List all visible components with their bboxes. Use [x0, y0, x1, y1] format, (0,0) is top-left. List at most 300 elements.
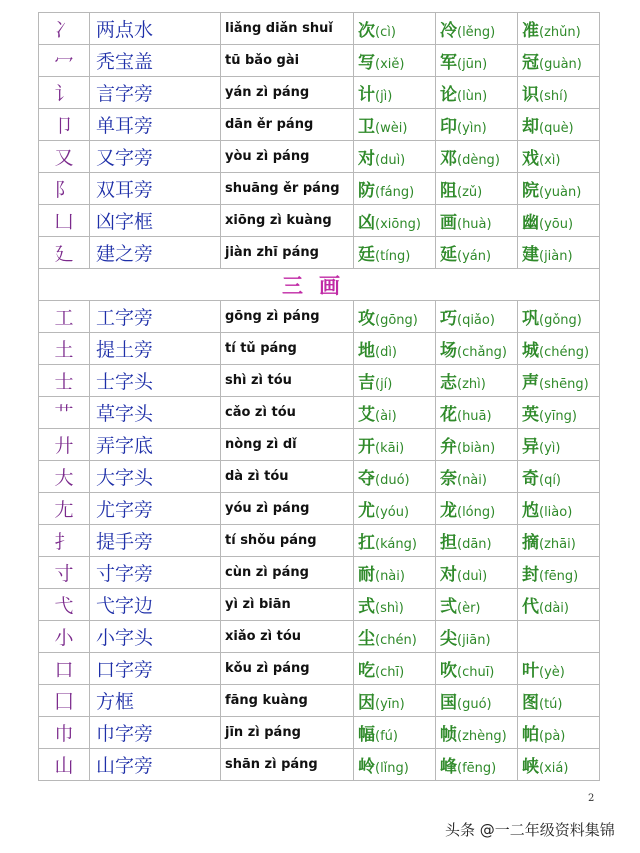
example-char: 戏	[522, 149, 539, 169]
example-char: 式	[358, 597, 375, 617]
example-pinyin: (nài)	[457, 473, 487, 488]
example-char: 准	[522, 21, 539, 41]
example-cell	[518, 237, 600, 269]
example-char: 攻	[358, 309, 375, 329]
example-pinyin: (jiàn)	[539, 249, 573, 264]
table-row	[39, 301, 600, 333]
example-cell	[354, 109, 436, 141]
example-cell	[354, 237, 436, 269]
watermark-text: 头条 @一二年级资料集锦	[445, 821, 615, 839]
example-cell	[436, 429, 518, 461]
example-pinyin: (zhāi)	[539, 537, 576, 552]
example-char: 担	[440, 533, 457, 553]
example-pinyin: (duó)	[375, 473, 410, 488]
example-pinyin: (xiě)	[375, 57, 405, 72]
example-cell	[518, 429, 600, 461]
example-char: 封	[522, 565, 539, 585]
example-pinyin: (huā)	[457, 409, 492, 424]
example-cell	[354, 525, 436, 557]
example-char: 阻	[440, 181, 457, 201]
example-pinyin: (jì)	[375, 89, 393, 104]
example-pinyin: (yóu)	[375, 505, 410, 520]
example-pinyin: (wèi)	[375, 121, 408, 136]
example-cell	[436, 365, 518, 397]
table-row	[39, 141, 600, 173]
radical-cell: 廴	[39, 237, 90, 269]
example-pinyin: (tú)	[539, 697, 563, 712]
radical-pinyin-cell: yóu zì páng	[221, 493, 354, 525]
example-char: 异	[522, 437, 539, 457]
example-cell	[436, 237, 518, 269]
example-char: 艾	[358, 405, 375, 425]
radical-pinyin-cell: yì zì biān	[221, 589, 354, 621]
example-char: 志	[440, 373, 457, 393]
radical-pinyin-cell: dà zì tóu	[221, 461, 354, 493]
radical-pinyin-cell: shuāng ěr páng	[221, 173, 354, 205]
example-char: 吉	[358, 373, 375, 393]
table-row	[39, 525, 600, 557]
example-cell	[354, 301, 436, 333]
table-row	[39, 717, 600, 749]
radical-cell: 凵	[39, 205, 90, 237]
example-pinyin: (yōu)	[539, 217, 574, 232]
example-cell	[354, 685, 436, 717]
example-pinyin: (lǐng)	[375, 761, 409, 776]
radical-pinyin-cell: tí shǒu páng	[221, 525, 354, 557]
example-char: 夺	[358, 469, 375, 489]
example-cell	[354, 45, 436, 77]
example-cell	[354, 493, 436, 525]
example-char: 场	[440, 341, 457, 361]
radical-cell: 士	[39, 365, 90, 397]
table-row	[39, 333, 600, 365]
example-char: 院	[522, 181, 539, 201]
example-pinyin: (dèng)	[457, 153, 500, 168]
radical-name-cell: 口字旁	[90, 653, 221, 685]
example-cell	[436, 397, 518, 429]
example-char: 峡	[522, 757, 539, 777]
example-char: 幽	[522, 213, 539, 233]
radical-name-cell: 又字旁	[90, 141, 221, 173]
table-body-top	[39, 13, 600, 269]
example-char: 印	[440, 117, 457, 137]
example-cell	[518, 749, 600, 781]
example-cell	[518, 525, 600, 557]
example-char: 扛	[358, 533, 375, 553]
example-char: 吹	[440, 661, 457, 681]
table-row	[39, 237, 600, 269]
radical-name-cell: 单耳旁	[90, 109, 221, 141]
radical-pinyin-cell: cùn zì páng	[221, 557, 354, 589]
example-pinyin: (yuàn)	[539, 185, 582, 200]
example-cell	[436, 621, 518, 653]
table-row	[39, 365, 600, 397]
example-pinyin: (èr)	[457, 601, 481, 616]
example-cell	[436, 461, 518, 493]
example-cell	[518, 365, 600, 397]
example-cell	[518, 685, 600, 717]
section-title: 三画	[282, 272, 356, 298]
example-char: 因	[358, 693, 375, 713]
example-pinyin: (chén)	[375, 633, 417, 648]
example-pinyin: (shì)	[375, 601, 404, 616]
radical-name-cell: 方框	[90, 685, 221, 717]
radical-name-cell: 双耳旁	[90, 173, 221, 205]
radical-name-cell: 两点水	[90, 13, 221, 45]
example-cell	[436, 109, 518, 141]
example-pinyin: (dài)	[539, 601, 569, 616]
example-char: 却	[522, 117, 539, 137]
example-char: 弍	[440, 597, 457, 617]
example-char: 龙	[440, 501, 457, 521]
example-cell	[518, 397, 600, 429]
example-cell	[518, 13, 600, 45]
example-pinyin: (guó)	[457, 697, 492, 712]
example-pinyin: (shí)	[539, 89, 568, 104]
example-cell	[436, 173, 518, 205]
radical-name-cell: 士字头	[90, 365, 221, 397]
example-cell	[354, 557, 436, 589]
example-pinyin: (chī)	[375, 665, 405, 680]
radical-name-cell: 尤字旁	[90, 493, 221, 525]
example-pinyin: (nài)	[375, 569, 405, 584]
table-row	[39, 205, 600, 237]
radical-cell: 又	[39, 141, 90, 173]
radical-cell: 小	[39, 621, 90, 653]
example-char: 防	[358, 181, 375, 201]
table-row	[39, 13, 600, 45]
example-cell	[354, 749, 436, 781]
radical-pinyin-cell: tū bǎo gài	[221, 45, 354, 77]
example-cell	[436, 13, 518, 45]
radical-pinyin-cell: liǎng diǎn shuǐ	[221, 13, 354, 45]
example-char: 论	[440, 85, 457, 105]
radical-name-cell: 提手旁	[90, 525, 221, 557]
example-char: 计	[358, 85, 375, 105]
example-pinyin: (lóng)	[457, 505, 496, 520]
example-pinyin: (dān)	[457, 537, 492, 552]
radical-cell: 卩	[39, 109, 90, 141]
example-char: 耐	[358, 565, 375, 585]
radical-name-cell: 大字头	[90, 461, 221, 493]
radical-cell: 巾	[39, 717, 90, 749]
example-cell	[436, 717, 518, 749]
table-row	[39, 557, 600, 589]
example-cell	[436, 77, 518, 109]
example-pinyin: (qiǎo)	[457, 313, 495, 328]
example-pinyin: (xì)	[539, 153, 561, 168]
example-cell	[518, 301, 600, 333]
example-pinyin: (fú)	[375, 729, 398, 744]
table-row	[39, 461, 600, 493]
example-char: 幅	[358, 725, 375, 745]
table-row	[39, 45, 600, 77]
example-char: 尤	[358, 501, 375, 521]
radical-pinyin-cell: xiōng zì kuàng	[221, 205, 354, 237]
table-row	[39, 493, 600, 525]
example-cell	[518, 45, 600, 77]
example-pinyin: (xiōng)	[375, 217, 421, 232]
example-pinyin: (liào)	[539, 505, 573, 520]
example-pinyin: (qí)	[539, 473, 562, 488]
example-char: 奇	[522, 469, 539, 489]
radical-name-cell: 凶字框	[90, 205, 221, 237]
table-row	[39, 589, 600, 621]
example-pinyin: (lěng)	[457, 25, 496, 40]
example-cell	[354, 365, 436, 397]
example-cell	[436, 653, 518, 685]
example-cell	[354, 397, 436, 429]
example-cell	[518, 653, 600, 685]
example-cell	[518, 621, 600, 653]
example-cell	[354, 141, 436, 173]
example-char: 图	[522, 693, 539, 713]
example-cell	[436, 141, 518, 173]
radical-table	[38, 12, 600, 781]
example-pinyin: (chuī)	[457, 665, 495, 680]
example-pinyin: (yīn)	[375, 697, 405, 712]
example-cell	[354, 589, 436, 621]
example-pinyin: (jiān)	[457, 633, 491, 648]
example-cell	[518, 141, 600, 173]
radical-pinyin-cell: tí tǔ páng	[221, 333, 354, 365]
example-pinyin: (jí)	[375, 377, 393, 392]
example-char: 对	[440, 565, 457, 585]
example-pinyin: (gǒng)	[539, 313, 582, 328]
radical-cell: 冫	[39, 13, 90, 45]
example-pinyin: (ài)	[375, 409, 397, 424]
example-char: 帧	[440, 725, 457, 745]
radical-pinyin-cell: fāng kuàng	[221, 685, 354, 717]
example-char: 尥	[522, 501, 539, 521]
example-char: 摘	[522, 533, 539, 553]
example-pinyin: (tíng)	[375, 249, 411, 264]
radical-cell: 廾	[39, 429, 90, 461]
example-char: 奈	[440, 469, 457, 489]
radical-pinyin-cell: kǒu zì páng	[221, 653, 354, 685]
example-char: 凶	[358, 213, 375, 233]
example-pinyin: (huà)	[457, 217, 492, 232]
example-cell	[518, 557, 600, 589]
radical-name-cell: 工字旁	[90, 301, 221, 333]
radical-cell: 工	[39, 301, 90, 333]
example-pinyin: (zǔ)	[457, 185, 483, 200]
example-char: 花	[440, 405, 457, 425]
table-row	[39, 77, 600, 109]
example-char: 冷	[440, 21, 457, 41]
radical-pinyin-cell: nòng zì dǐ	[221, 429, 354, 461]
example-pinyin: (zhèng)	[457, 729, 507, 744]
example-pinyin: (zhì)	[457, 377, 486, 392]
example-cell	[354, 429, 436, 461]
example-char: 弁	[440, 437, 457, 457]
radical-cell: 囗	[39, 685, 90, 717]
section-row	[39, 269, 600, 301]
example-char: 邓	[440, 149, 457, 169]
example-char: 建	[522, 245, 539, 265]
example-pinyin: (yīng)	[539, 409, 577, 424]
example-pinyin: (zhǔn)	[539, 25, 581, 40]
example-pinyin: (fēng)	[457, 761, 497, 776]
radical-pinyin-cell: jīn zì páng	[221, 717, 354, 749]
example-cell	[354, 621, 436, 653]
example-pinyin: (gōng)	[375, 313, 418, 328]
example-char: 帕	[522, 725, 539, 745]
example-pinyin: (yì)	[539, 441, 561, 456]
example-cell	[354, 77, 436, 109]
radical-cell: 土	[39, 333, 90, 365]
example-pinyin: (biàn)	[457, 441, 496, 456]
example-char: 写	[358, 53, 375, 73]
example-cell	[436, 45, 518, 77]
radical-name-cell: 山字旁	[90, 749, 221, 781]
radical-name-cell: 小字头	[90, 621, 221, 653]
example-pinyin: (duì)	[375, 153, 406, 168]
example-pinyin: (què)	[539, 121, 574, 136]
example-char: 城	[522, 341, 539, 361]
radical-cell: 弋	[39, 589, 90, 621]
example-char: 巩	[522, 309, 539, 329]
table-row	[39, 429, 600, 461]
example-cell	[518, 77, 600, 109]
radical-pinyin-cell: gōng zì páng	[221, 301, 354, 333]
example-pinyin: (guàn)	[539, 57, 582, 72]
radical-name-cell: 草字头	[90, 397, 221, 429]
example-pinyin: (káng)	[375, 537, 417, 552]
example-char: 延	[440, 245, 457, 265]
table-row	[39, 749, 600, 781]
radical-name-cell: 秃宝盖	[90, 45, 221, 77]
example-pinyin: (shēng)	[539, 377, 589, 392]
example-char: 岭	[358, 757, 375, 777]
example-char: 峰	[440, 757, 457, 777]
table-row	[39, 397, 600, 429]
example-char: 军	[440, 53, 457, 73]
radical-name-cell: 言字旁	[90, 77, 221, 109]
example-char: 尖	[440, 629, 457, 649]
example-cell	[436, 749, 518, 781]
example-cell	[518, 173, 600, 205]
example-char: 对	[358, 149, 375, 169]
radical-pinyin-cell: shì zì tóu	[221, 365, 354, 397]
example-pinyin: (pà)	[539, 729, 566, 744]
radical-pinyin-cell: yán zì páng	[221, 77, 354, 109]
example-char: 识	[522, 85, 539, 105]
example-cell	[354, 717, 436, 749]
example-char: 卫	[358, 117, 375, 137]
radical-cell: 讠	[39, 77, 90, 109]
example-cell	[354, 461, 436, 493]
example-cell	[436, 685, 518, 717]
example-pinyin: (jūn)	[457, 57, 488, 72]
example-cell	[518, 493, 600, 525]
example-pinyin: (dì)	[375, 345, 398, 360]
example-cell	[436, 493, 518, 525]
radical-cell: 尢	[39, 493, 90, 525]
example-cell	[518, 717, 600, 749]
page-number: 2	[588, 793, 595, 804]
example-pinyin: (cì)	[375, 25, 396, 40]
example-cell	[518, 109, 600, 141]
radical-cell: 艹	[39, 397, 90, 429]
radical-cell: 冖	[39, 45, 90, 77]
example-char: 叶	[522, 661, 539, 681]
radical-pinyin-cell: xiǎo zì tóu	[221, 621, 354, 653]
radical-name-cell: 弋字边	[90, 589, 221, 621]
example-cell	[518, 461, 600, 493]
example-cell	[518, 333, 600, 365]
example-cell	[436, 333, 518, 365]
example-char: 开	[358, 437, 375, 457]
radical-cell: 山	[39, 749, 90, 781]
example-cell	[436, 557, 518, 589]
example-char: 次	[358, 21, 375, 41]
radical-pinyin-cell: jiàn zhī páng	[221, 237, 354, 269]
example-pinyin: (duì)	[457, 569, 488, 584]
radical-name-cell: 弄字底	[90, 429, 221, 461]
radical-name-cell: 建之旁	[90, 237, 221, 269]
example-cell	[518, 205, 600, 237]
example-char: 廷	[358, 245, 375, 265]
example-cell	[354, 13, 436, 45]
example-pinyin: (chǎng)	[457, 345, 507, 360]
radical-pinyin-cell: dān ěr páng	[221, 109, 354, 141]
radical-name-cell: 寸字旁	[90, 557, 221, 589]
table-row	[39, 685, 600, 717]
table-body-bottom	[39, 301, 600, 781]
example-cell	[354, 653, 436, 685]
example-pinyin: (fēng)	[539, 569, 579, 584]
example-char: 国	[440, 693, 457, 713]
example-char: 地	[358, 341, 375, 361]
example-cell	[354, 205, 436, 237]
example-cell	[436, 205, 518, 237]
example-pinyin: (yìn)	[457, 121, 487, 136]
example-char: 画	[440, 213, 457, 233]
radical-name-cell: 巾字旁	[90, 717, 221, 749]
example-char: 巧	[440, 309, 457, 329]
radical-cell: 大	[39, 461, 90, 493]
example-pinyin: (chéng)	[539, 345, 590, 360]
radical-pinyin-cell: cǎo zì tóu	[221, 397, 354, 429]
radical-name-cell: 提土旁	[90, 333, 221, 365]
table-row	[39, 653, 600, 685]
table-row	[39, 109, 600, 141]
example-pinyin: (fáng)	[375, 185, 415, 200]
example-char: 冠	[522, 53, 539, 73]
radical-cell: 口	[39, 653, 90, 685]
radical-cell: 扌	[39, 525, 90, 557]
radical-cell: 寸	[39, 557, 90, 589]
example-pinyin: (lùn)	[457, 89, 488, 104]
table-row	[39, 621, 600, 653]
example-cell	[354, 333, 436, 365]
example-pinyin: (yán)	[457, 249, 492, 264]
section-cell	[39, 269, 600, 301]
example-cell	[354, 173, 436, 205]
example-cell	[436, 589, 518, 621]
section-header	[39, 269, 600, 301]
example-char: 声	[522, 373, 539, 393]
example-char: 代	[522, 597, 539, 617]
radical-cell: 阝	[39, 173, 90, 205]
example-cell	[436, 301, 518, 333]
example-pinyin: (kāi)	[375, 441, 405, 456]
example-char: 尘	[358, 629, 375, 649]
example-pinyin: (xiá)	[539, 761, 569, 776]
example-char: 英	[522, 405, 539, 425]
radical-pinyin-cell: yòu zì páng	[221, 141, 354, 173]
